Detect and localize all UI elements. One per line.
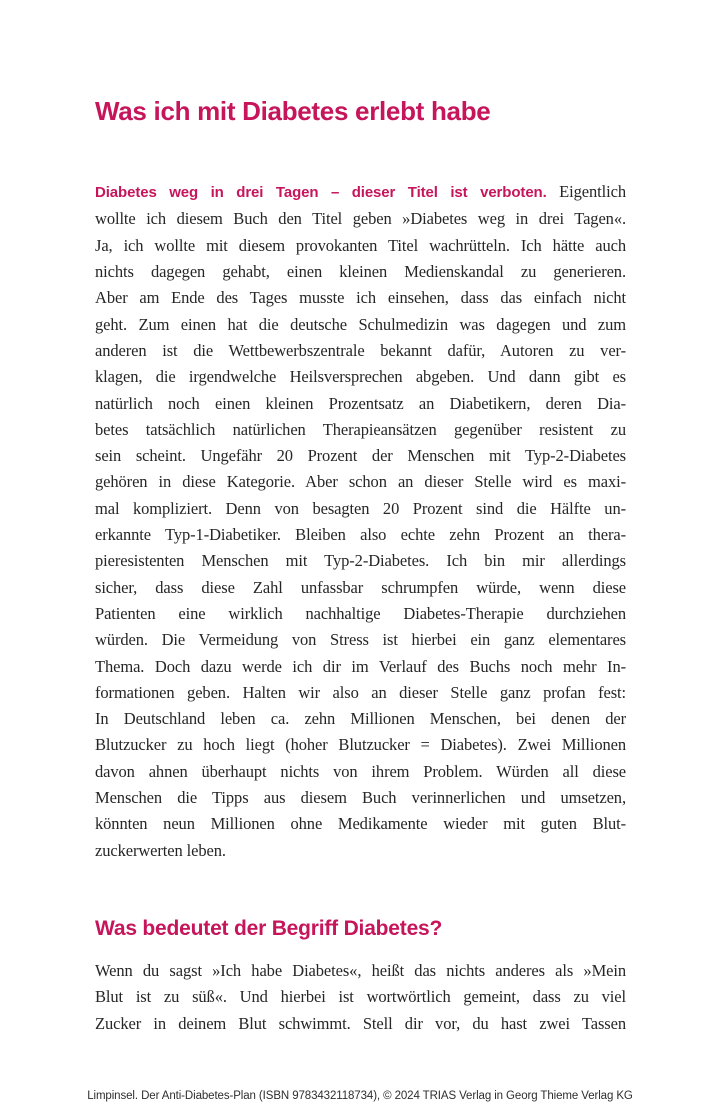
text-line: davon ahnen überhaupt nichts von ihrem Problem. Würden all diese [95,761,626,781]
text-line: formationen geben. Halten wir also an dieser Stelle ganz profan fest: [95,682,626,702]
copyright-footer: Limpinsel. Der Anti-Diabetes-Plan (ISBN 9783432118734), © 2024 TRIAS Verlag in Georg Thieme Verlag KG [87,1090,633,1102]
text-line: sein scheint. Ungefähr 20 Prozent der Menschen mit Typ-2-Diabetes [95,446,626,466]
section-heading: Was bedeutet der Begriff Diabetes? [95,916,443,940]
text-column [95,0,626,1037]
text-line: Thema. Doch dazu werde ich dir im Verlauf des Buchs noch mehr In- [95,656,626,676]
text-line: Aber am Ende des Tages musste ich einsehen, dass das einfach nicht [95,288,626,308]
text-line: Menschen die Tipps aus diesem Buch verinnerlichen und umsetzen, [95,788,626,808]
text-line: anderen ist die Wettbewerbszentrale bekannt dafür, Autoren zu ver- [95,340,626,360]
text-line: klagen, die irgendwelche Heilsversprechen abgeben. Und dann gibt es [95,367,626,387]
text-line: nichts dagegen gehabt, einen kleinen Medienskandal zu generieren. [95,262,626,282]
lead-in-following-text: Eigentlich [559,182,626,202]
text-line: Ja, ich wollte mit diesem provokanten Titel wachrütteln. Ich hätte auch [95,235,626,255]
text-line: In Deutschland leben ca. zehn Millionen Menschen, bei denen der [95,709,626,729]
text-line: Blutzucker zu hoch liegt (hoher Blutzucker = Diabetes). Zwei Millionen [95,735,626,755]
text-line: geht. Zum einen hat die deutsche Schulmedizin was dagegen und zum [95,314,626,334]
text-line: gehören in diese Kategorie. Aber schon an dieser Stelle wird es maxi- [95,472,626,492]
text-line: Patienten eine wirklich nachhaltige Diabetes-Therapie durchziehen [95,603,626,623]
text-line: könnten neun Millionen ohne Medikamente wieder mit guten Blut- [95,814,626,834]
text-line: Zucker in deinem Blut schwimmt. Stell dir vor, du hast zwei Tassen [95,1013,626,1033]
section-paragraph [95,958,626,1037]
text-line: betes tatsächlich natürlichen Therapieansätzen gegenüber resistent zu [95,419,626,439]
chapter-heading: Was ich mit Diabetes erlebt habe [95,96,491,126]
text-line: natürlich noch einen kleinen Prozentsatz an Diabetikern, deren Dia- [95,393,626,413]
text-line: zuckerwerten leben. [95,840,226,860]
text-line: mal kompliziert. Denn von besagten 20 Prozent sind die Hälfte un- [95,498,626,518]
text-line-leadin [95,179,626,206]
intro-paragraph [95,179,626,864]
text-line: würden. Die Vermeidung von Stress ist hierbei ein ganz elementares [95,630,626,650]
lead-in-sentence: Diabetes weg in drei Tagen – dieser Titel ist verboten. [95,184,547,202]
text-line: sicher, dass diese Zahl unfassbar schrumpfen würde, wenn diese [95,577,626,597]
text-line: wollte ich diesem Buch den Titel geben »Diabetes weg in drei Tagen«. [95,209,626,229]
text-line: erkannte Typ-1-Diabetiker. Bleiben also echte zehn Prozent an thera- [95,525,626,545]
text-line: Blut ist zu süß«. Und hierbei ist wortwörtlich gemeint, dass zu viel [95,987,626,1007]
text-line: pieresistenten Menschen mit Typ-2-Diabetes. Ich bin mir allerdings [95,551,626,571]
text-line: Wenn du sagst »Ich habe Diabetes«, heißt das nichts anderes als »Mein [95,961,626,981]
